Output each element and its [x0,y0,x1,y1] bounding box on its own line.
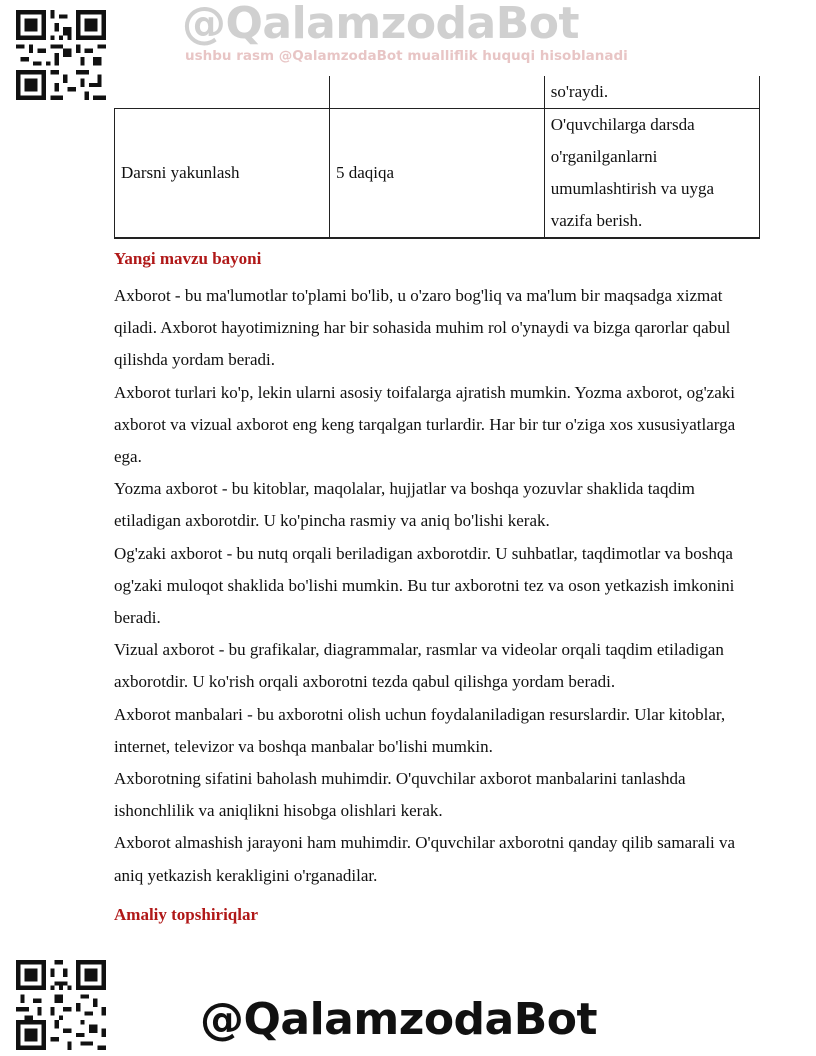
paragraph: Axborot turlari ko'p, lekin ularni asosiy toifalarga ajratish mumkin. Yozma axborot, og'zaki axborot va vizual axborot eng keng tarqalgan turlardir. Har bir tur o'ziga xos xususiyatlarga ega. [114,382,736,467]
qr-code-top [12,10,110,100]
section-body [114,280,760,892]
table-cell [115,76,330,109]
table-cell: so'raydi. [544,76,759,109]
paragraph: Axborot almashish jarayoni ham muhimdir. O'quvchilar axborotni qanday qilib samarali va aniq yetkazish kerakligini o'rganadilar. [114,833,736,885]
paragraph: Vizual axborot - bu grafikalar, diagrammalar, rasmlar va videolar orqali taqdim etiladigan axborotdir. U ko'rish orqali axborotni tezda qabul qilishga yordam beradi. [114,640,724,692]
table-row [115,109,760,239]
paragraph: Axborotning sifatini baholash muhimdir. O'quvchilar axborot manbalarini tanlashda ishonchlilik va aniqlikni hisobga olishlari kerak. [114,769,686,821]
paragraph: Yozma axborot - bu kitoblar, maqolalar, hujjatlar va boshqa yozuvlar shaklida taqdim etiladigan axborotdir. U ko'pincha rasmiy va aniq bo'lishi kerak. [114,479,695,531]
section-heading-new-topic: Yangi mavzu bayoni [114,249,262,268]
paragraph: Axborot - bu ma'lumotlar to'plami bo'lib, u o'zaro bog'liq va ma'lum bir maqsadga xizmat qiladi. Axborot hayotimizning har bir sohasida muhim rol o'ynaydi va bizga qarorlar qabul qilishda yordam beradi. [114,286,731,370]
paragraph: Axborot manbalari - bu axborotni olish uchun foydalaniladigan resurslardir. Ular kitoblar, internet, televizor va boshqa manbalar bo'lishi mumkin. [114,704,726,756]
table-cell [329,76,544,109]
table-row [115,76,760,109]
table-cell: Darsni yakunlash [115,109,330,239]
lesson-plan-table [114,76,760,239]
watermark-notice: ushbu rasm @QalamzodaBot mualliflik huquqi hisoblanadi [185,48,628,64]
paragraph: Og'zaki axborot - bu nutq orqali beriladigan axborotdir. U suhbatlar, taqdimotlar va boshqa og'zaki muloqot shaklida bo'lishi mumkin. Bu tur axborotni tez va oson yetkazish imkonini beradi. [114,543,735,628]
table-cell: 5 daqiqa [329,109,544,239]
section-heading-practice: Amaliy topshiriqlar [114,905,259,924]
table-cell: O'quvchilarga darsda o'rganilganlarni umumlashtirish va uyga vazifa berish. [544,109,759,239]
footer-brand: @QalamzodaBot [200,994,598,1045]
watermark-brand: @QalamzodaBot [182,0,580,49]
qr-code-bottom [12,960,110,1050]
